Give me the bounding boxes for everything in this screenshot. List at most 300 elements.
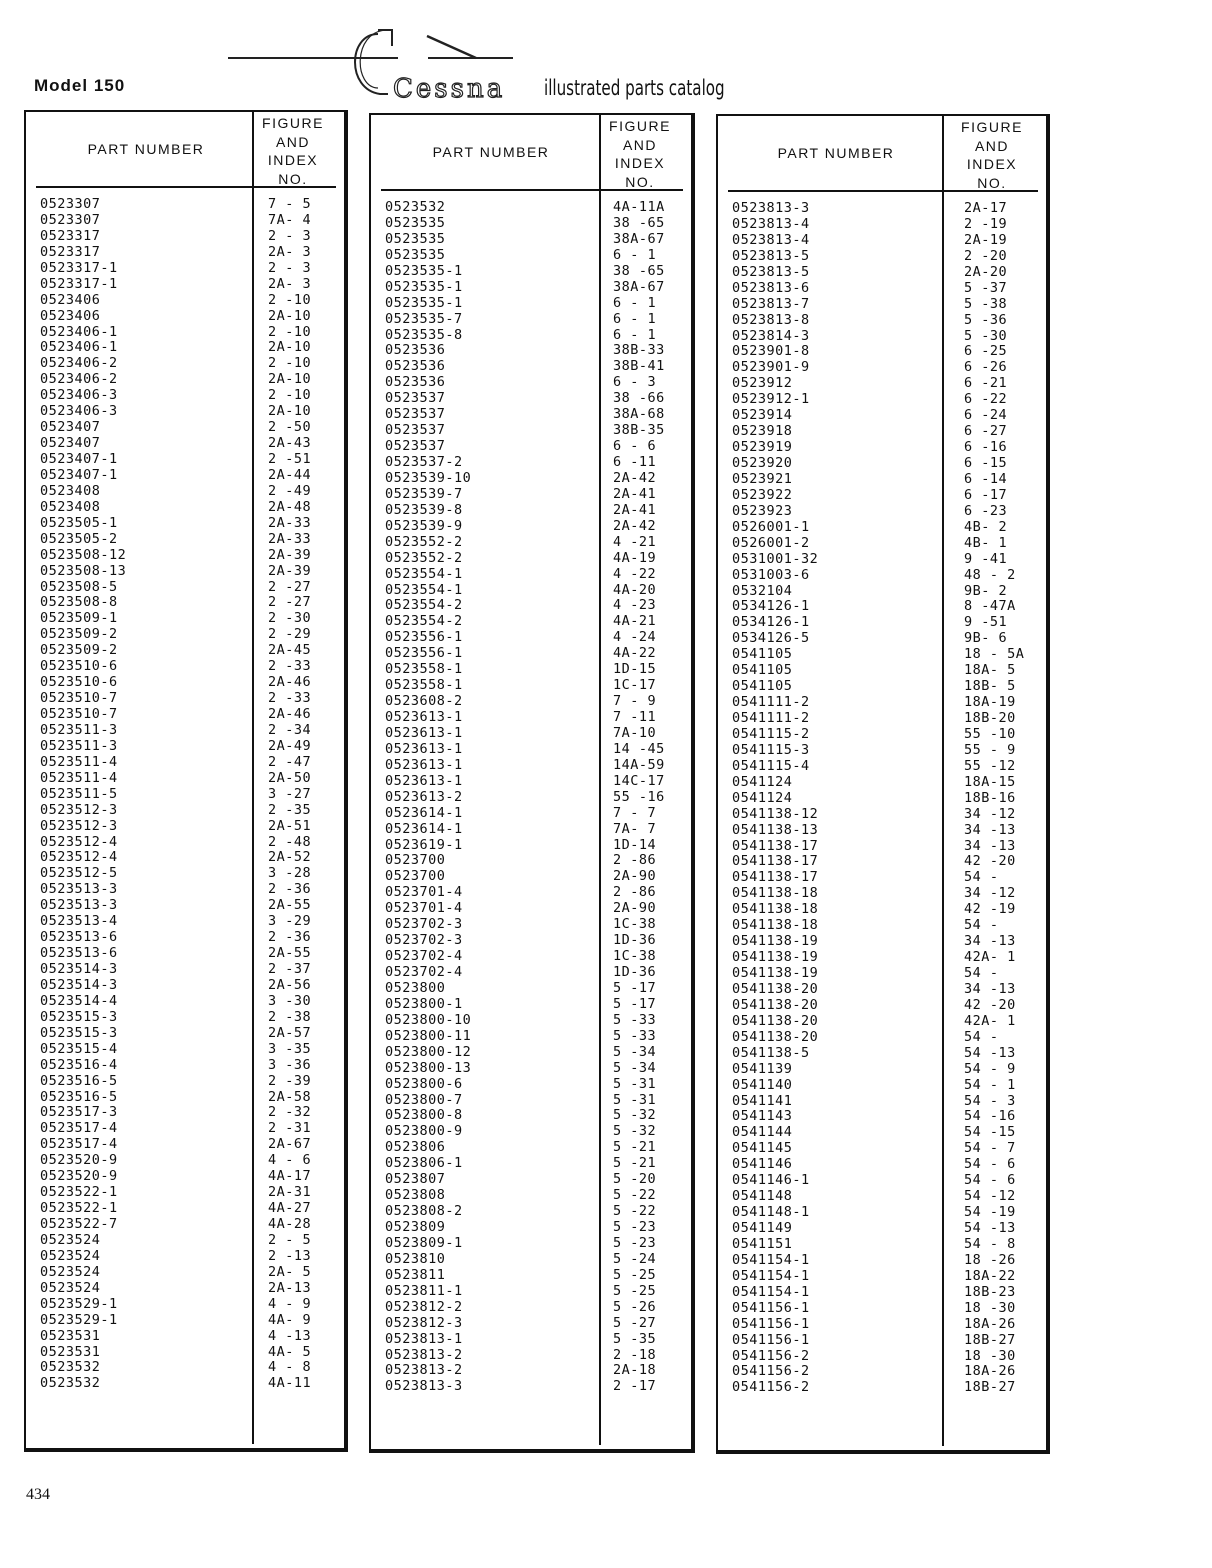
table-row — [40, 1200, 334, 1216]
figure-index: 5 -21 — [613, 1155, 657, 1172]
table-row — [732, 694, 1036, 710]
table-row — [385, 837, 681, 853]
figure-index: 4A-21 — [613, 613, 657, 630]
part-number: 0523536 — [385, 374, 446, 391]
figure-index: 2 -36 — [268, 881, 312, 898]
part-number: 0523800-12 — [385, 1043, 472, 1060]
table-row — [732, 407, 1036, 423]
column-header — [728, 116, 1038, 192]
figure-index: 6 -15 — [964, 455, 1008, 471]
table-row — [732, 1363, 1036, 1379]
part-number: 0523520-9 — [40, 1152, 118, 1169]
part-number: 0523535-1 — [385, 262, 463, 279]
table-row — [732, 1204, 1036, 1220]
table-row — [385, 1219, 681, 1235]
part-number: 0523522-7 — [40, 1216, 118, 1232]
table-row — [732, 1348, 1036, 1364]
figure-index: 2 -29 — [268, 626, 312, 643]
table-row — [732, 742, 1036, 758]
part-number: 0541138-18 — [732, 917, 819, 934]
figure-index: 2A-50 — [268, 769, 312, 786]
figure-index: 5 -36 — [964, 311, 1008, 328]
table-row — [385, 247, 681, 263]
part-number: 0523524 — [40, 1247, 101, 1264]
figure-index: 3 -28 — [268, 865, 312, 882]
figure-index: 55 -16 — [613, 788, 665, 805]
part-number: 0523535 — [385, 230, 446, 247]
part-number: 0523800-7 — [385, 1091, 463, 1108]
figure-index: 38 -66 — [613, 390, 665, 407]
figure-index: 34 -13 — [964, 980, 1016, 997]
part-number: 0523800-1 — [385, 995, 463, 1012]
page-number: 434 — [26, 1486, 50, 1503]
table-row — [40, 435, 334, 451]
part-number: 0523914 — [732, 407, 793, 424]
table-row — [385, 295, 681, 311]
part-number: 0523513-6 — [40, 929, 118, 946]
table-row — [732, 885, 1036, 901]
part-number: 0523532 — [385, 199, 446, 215]
figure-index: 4B- 2 — [964, 518, 1008, 535]
figure-index: 18 -26 — [964, 1251, 1016, 1268]
figure-index: 2 -10 — [268, 323, 312, 340]
part-number: 0523554-2 — [385, 597, 463, 614]
part-number: 0541138-19 — [732, 949, 819, 966]
table-row — [732, 439, 1036, 455]
table-row — [40, 594, 334, 610]
table-row — [385, 805, 681, 821]
table-row — [732, 869, 1036, 885]
table-row — [732, 853, 1036, 869]
part-number: 0523317-1 — [40, 259, 118, 276]
figure-index: 4A- 5 — [268, 1343, 312, 1360]
table-row — [40, 945, 334, 961]
figure-index: 54 -12 — [964, 1188, 1016, 1205]
figure-index: 4A-20 — [613, 581, 657, 598]
table-row — [40, 579, 334, 595]
table-row — [732, 232, 1036, 248]
figure-index: 2A-55 — [268, 897, 312, 914]
figure-index: 4A-22 — [613, 645, 657, 662]
figure-index: 42A- 1 — [964, 949, 1016, 966]
part-number: 0523701-4 — [385, 884, 463, 901]
figure-index: 2A-43 — [268, 435, 312, 452]
figure-index: 3 -30 — [268, 992, 312, 1009]
table-row — [732, 535, 1036, 551]
figure-index: 2 -10 — [268, 291, 312, 308]
part-number: 0523513-4 — [40, 913, 118, 930]
part-number: 0523408 — [40, 482, 101, 499]
figure-index: 4A- 9 — [268, 1311, 312, 1328]
table-row — [732, 838, 1036, 854]
table-row — [385, 311, 681, 327]
figure-index: 4 - 8 — [268, 1359, 312, 1376]
table-row — [732, 1108, 1036, 1124]
figure-index: 2 -10 — [268, 355, 312, 372]
table-row — [40, 881, 334, 897]
figure-index: 2 -20 — [964, 247, 1008, 264]
table-row — [732, 1236, 1036, 1252]
part-number: 0541124 — [732, 789, 793, 806]
figure-index: 2A-90 — [613, 868, 657, 885]
part-number: 0523531 — [40, 1343, 101, 1360]
column-header — [36, 112, 336, 188]
figure-index: 6 -21 — [964, 375, 1008, 392]
figure-index: 1C-38 — [613, 948, 657, 965]
table-row — [40, 977, 334, 993]
figure-index: 5 -32 — [613, 1123, 657, 1140]
part-number: 0523407-1 — [40, 466, 118, 483]
table-row — [732, 726, 1036, 742]
part-number: 0523901-8 — [732, 343, 810, 360]
part-number: 0523613-1 — [385, 709, 463, 725]
figure-index: 5 -22 — [613, 1203, 657, 1220]
part-number: 0523814-3 — [732, 327, 810, 344]
part-number: 0523613-1 — [385, 740, 463, 757]
part-number: 0523922 — [732, 486, 793, 503]
figure-index: 2 - 3 — [268, 227, 312, 244]
figure-index: 5 -33 — [613, 1027, 657, 1044]
figure-index: 54 -16 — [964, 1108, 1016, 1125]
part-number: 0523810 — [385, 1250, 446, 1267]
figure-index: 4A-28 — [268, 1216, 312, 1232]
part-number: 0523513-3 — [40, 897, 118, 914]
figure-index: 5 -24 — [613, 1250, 657, 1267]
part-number: 0523808 — [385, 1187, 446, 1204]
figure-index: 9 -41 — [964, 550, 1008, 567]
part-number: 0523529-1 — [40, 1311, 118, 1328]
figure-index: 1D-14 — [613, 836, 657, 853]
table-row — [385, 789, 681, 805]
figure-index: 6 - 1 — [613, 246, 657, 263]
part-number: 0523813-6 — [732, 279, 810, 296]
figure-index: 1C-17 — [613, 677, 657, 694]
table-row — [40, 738, 334, 754]
figure-index: 18B-20 — [964, 710, 1016, 726]
part-number: 0523512-5 — [40, 865, 118, 882]
part-number: 0541146-1 — [732, 1172, 810, 1189]
part-number: 0532104 — [732, 582, 793, 599]
part-number: 0541144 — [732, 1124, 793, 1141]
figure-index: 2 - 5 — [268, 1231, 312, 1248]
table-row — [732, 917, 1036, 933]
part-number: 0541115-4 — [732, 757, 810, 774]
figure-index: 2A- 3 — [268, 275, 312, 292]
table-row — [40, 690, 334, 706]
figure-index: 55 - 9 — [964, 741, 1016, 758]
table-row — [40, 276, 334, 292]
figure-index: 55 -12 — [964, 757, 1016, 774]
part-number: 0523406-2 — [40, 355, 118, 372]
part-number: 0523539-7 — [385, 485, 463, 502]
table-row — [732, 200, 1036, 216]
table-row — [385, 1362, 681, 1378]
table-row — [40, 1120, 334, 1136]
table-row — [385, 884, 681, 900]
table-row — [40, 403, 334, 419]
part-number: 0523807 — [385, 1171, 446, 1188]
brand-wordmark: Cessna — [393, 74, 506, 104]
figure-index: 54 -15 — [964, 1124, 1016, 1141]
part-number: 0523813-2 — [385, 1346, 463, 1363]
part-number: 0541124 — [732, 773, 793, 790]
part-number: 0531003-6 — [732, 566, 810, 583]
part-number: 0523619-1 — [385, 836, 463, 853]
table-row — [385, 1171, 681, 1187]
table-row — [385, 709, 681, 725]
figure-index: 2A-56 — [268, 976, 312, 993]
table-row — [732, 487, 1036, 503]
table-row — [732, 710, 1036, 726]
table-row — [40, 228, 334, 244]
part-number: 0523515-3 — [40, 1008, 118, 1025]
part-number: 0523524 — [40, 1279, 101, 1296]
table-row — [40, 1073, 334, 1089]
figure-index: 54 -13 — [964, 1044, 1016, 1061]
part-number: 0523813-3 — [385, 1378, 463, 1395]
figure-index: 54 - 3 — [964, 1092, 1016, 1109]
table-row — [40, 324, 334, 340]
figure-index: 4A-19 — [613, 549, 657, 566]
table-row — [40, 483, 334, 499]
table-row — [40, 722, 334, 738]
figure-index: 42 -20 — [964, 853, 1016, 870]
part-number: 0523537 — [385, 406, 446, 423]
table-row — [385, 852, 681, 868]
part-number: 0523511-4 — [40, 753, 118, 770]
table-row — [385, 327, 681, 343]
part-number: 0523813-8 — [732, 311, 810, 328]
part-number: 0523809 — [385, 1219, 446, 1235]
part-number: 0523918 — [732, 423, 793, 440]
table-row — [385, 1123, 681, 1139]
part-number: 0523406-1 — [40, 323, 118, 340]
part-number: 0523517-4 — [40, 1136, 118, 1153]
part-number: 0523509-1 — [40, 610, 118, 627]
figure-index: 2 -27 — [268, 594, 312, 611]
figure-index: 14 -45 — [613, 740, 665, 757]
figure-index: 5 -21 — [613, 1139, 657, 1156]
part-number: 0523535-1 — [385, 294, 463, 311]
table-row — [40, 563, 334, 579]
figure-index: 18 - 5A — [964, 646, 1025, 663]
table-row — [40, 993, 334, 1009]
part-number: 0541138-20 — [732, 980, 819, 997]
table-row — [385, 582, 681, 598]
part-number: 0523539-9 — [385, 517, 463, 534]
table-row — [385, 438, 681, 454]
table-row — [40, 1280, 334, 1296]
table-row — [385, 1378, 681, 1394]
figure-index: 7A- 4 — [268, 211, 312, 228]
figure-index: 18A-22 — [964, 1267, 1016, 1284]
cessna-logo — [228, 24, 748, 114]
table-row — [40, 244, 334, 260]
figure-index: 9 -51 — [964, 614, 1008, 631]
figure-index: 2A-55 — [268, 945, 312, 962]
figure-index-header: FIGURE AND INDEX NO. — [961, 119, 1023, 191]
table-row — [385, 518, 681, 534]
part-number: 0523520-9 — [40, 1168, 118, 1185]
figure-index: 7 - 7 — [613, 804, 657, 821]
figure-index: 3 -27 — [268, 785, 312, 802]
figure-index: 2 -86 — [613, 852, 657, 869]
figure-index: 2A- 3 — [268, 243, 312, 260]
figure-index: 2 -13 — [268, 1247, 312, 1264]
figure-index: 18A-15 — [964, 773, 1016, 790]
table-row — [385, 1251, 681, 1267]
figure-index: 1C-38 — [613, 916, 657, 933]
table-row — [732, 296, 1036, 312]
table-row — [40, 674, 334, 690]
table-row — [385, 1060, 681, 1076]
figure-index: 2 -32 — [268, 1104, 312, 1121]
part-number: 0523811-1 — [385, 1282, 463, 1299]
table-row — [385, 342, 681, 358]
table-row — [732, 614, 1036, 630]
table-row — [385, 390, 681, 406]
figure-index: 4 -23 — [613, 597, 657, 614]
part-number: 0523923 — [732, 502, 793, 519]
part-number: 0523406-2 — [40, 371, 118, 388]
figure-index: 54 -13 — [964, 1220, 1016, 1236]
table-row — [40, 1025, 334, 1041]
figure-index: 2A-33 — [268, 530, 312, 547]
table-row — [732, 1188, 1036, 1204]
figure-index: 2A-20 — [964, 263, 1008, 280]
part-number: 0523522-1 — [40, 1184, 118, 1201]
table-row — [40, 451, 334, 467]
table-row — [732, 343, 1036, 359]
part-number: 0523800-13 — [385, 1059, 472, 1076]
table-row — [732, 455, 1036, 471]
table-row — [40, 754, 334, 770]
figure-index: 34 -12 — [964, 885, 1016, 902]
part-number: 0541138-17 — [732, 837, 819, 854]
table-row — [385, 1235, 681, 1251]
figure-index: 6 - 1 — [613, 310, 657, 327]
column-header — [381, 115, 683, 191]
figure-index: 6 -26 — [964, 359, 1008, 376]
table-row — [385, 1347, 681, 1363]
table-row — [732, 646, 1036, 662]
figure-index: 34 -13 — [964, 837, 1016, 854]
part-number: 0541156-1 — [732, 1315, 810, 1332]
table-row — [385, 1187, 681, 1203]
part-number: 0523537 — [385, 390, 446, 407]
figure-index: 5 -22 — [613, 1187, 657, 1204]
part-number: 0541156-2 — [732, 1347, 810, 1364]
table-row — [732, 519, 1036, 535]
part-number: 0523809-1 — [385, 1234, 463, 1251]
figure-index: 2A-90 — [613, 900, 657, 917]
figure-index: 2 -39 — [268, 1072, 312, 1089]
part-number: 0541138-20 — [732, 1028, 819, 1045]
parts-column-1 — [24, 110, 348, 1452]
figure-index: 38 -65 — [613, 262, 665, 279]
figure-index: 6 - 6 — [613, 438, 657, 455]
table-row — [732, 1077, 1036, 1093]
part-number: 0523558-1 — [385, 661, 463, 678]
figure-index: 2A-45 — [268, 642, 312, 659]
figure-index: 42 -19 — [964, 901, 1016, 918]
part-number: 0523813-3 — [732, 200, 810, 216]
figure-index: 54 - 7 — [964, 1140, 1016, 1157]
part-number: 0523812-3 — [385, 1314, 463, 1331]
figure-index: 18B-27 — [964, 1331, 1016, 1348]
figure-index: 6 -14 — [964, 470, 1008, 487]
part-number: 0523558-1 — [385, 677, 463, 694]
table-row — [40, 1089, 334, 1105]
part-number: 0523701-4 — [385, 900, 463, 917]
figure-index: 18B-23 — [964, 1283, 1016, 1300]
figure-index: 2 -50 — [268, 419, 312, 436]
part-number: 0523800-6 — [385, 1075, 463, 1092]
table-row — [40, 1296, 334, 1312]
figure-index: 2 -38 — [268, 1008, 312, 1025]
table-row — [40, 834, 334, 850]
part-number: 0541138-13 — [732, 821, 819, 838]
part-number: 0541151 — [732, 1235, 793, 1252]
figure-index: 5 -25 — [613, 1266, 657, 1283]
figure-index: 2A-33 — [268, 514, 312, 531]
model-label: Model 150 — [34, 76, 126, 95]
table-row — [40, 260, 334, 276]
figure-index: 54 - 1 — [964, 1076, 1016, 1093]
figure-index: 4B- 1 — [964, 534, 1008, 551]
figure-index: 54 - — [964, 1028, 999, 1045]
part-number: 0523514-3 — [40, 961, 118, 977]
figure-index: 2A-18 — [613, 1362, 657, 1379]
table-row — [385, 996, 681, 1012]
part-number: 0523511-4 — [40, 769, 118, 786]
part-number: 0523901-9 — [732, 359, 810, 376]
figure-index: 5 -30 — [964, 327, 1008, 344]
figure-index: 2 - 3 — [268, 259, 312, 276]
part-number: 0523613-2 — [385, 788, 463, 805]
table-row — [40, 1041, 334, 1057]
part-number: 0523813-5 — [732, 263, 810, 280]
table-row — [732, 822, 1036, 838]
part-number: 0523536 — [385, 342, 446, 359]
table-row — [732, 997, 1036, 1013]
figure-index: 2 -18 — [613, 1346, 657, 1363]
part-number: 0523317 — [40, 227, 101, 244]
part-number: 0523554-1 — [385, 581, 463, 598]
table-row — [732, 933, 1036, 949]
figure-index: 9B- 6 — [964, 630, 1008, 647]
table-row — [40, 1264, 334, 1280]
table-row — [40, 339, 334, 355]
part-number: 0523317-1 — [40, 275, 118, 292]
table-row — [385, 1092, 681, 1108]
part-number: 0523531 — [40, 1327, 101, 1344]
figure-index: 42A- 1 — [964, 1012, 1016, 1029]
part-number: 0523512-4 — [40, 849, 118, 866]
part-number: 0541138-20 — [732, 996, 819, 1013]
table-row — [40, 1168, 334, 1184]
table-row — [732, 1268, 1036, 1284]
table-row — [732, 312, 1036, 328]
figure-index: 6 -11 — [613, 454, 657, 470]
part-number: 0541138-19 — [732, 933, 819, 950]
table-row — [732, 1061, 1036, 1077]
figure-index: 2A-39 — [268, 546, 312, 563]
figure-index: 4 -13 — [268, 1327, 312, 1344]
table-row — [732, 1220, 1036, 1236]
part-number: 0523532 — [40, 1359, 101, 1376]
part-number: 0541111-2 — [732, 710, 810, 726]
